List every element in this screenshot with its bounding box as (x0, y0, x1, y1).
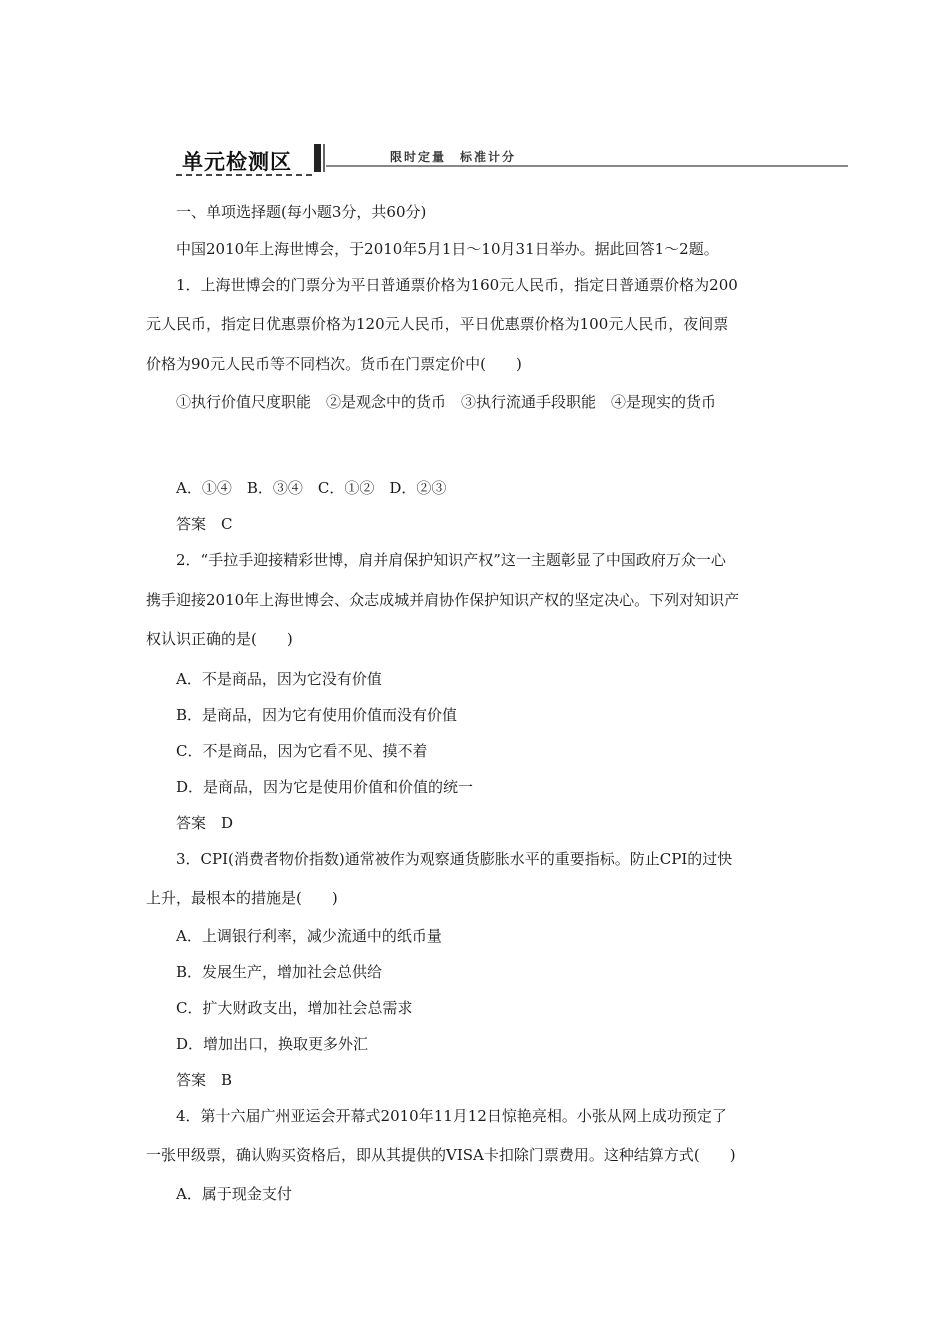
header-subtitle: 限时定量 标准计分 (390, 150, 517, 164)
question-2-option: A．不是商品，因为它没有价值 (176, 670, 382, 688)
section-heading: 一、单项选择题(每小题3分，共60分) (176, 203, 427, 221)
question-2-option: B．是商品，因为它有使用价值而没有价值 (176, 706, 458, 724)
question-3-option: D．增加出口，换取更多外汇 (176, 1035, 369, 1053)
question-3-option: B．发展生产，增加社会总供给 (176, 963, 383, 981)
header-dashed-underline (176, 174, 312, 176)
question-3-answer: 答案 B (176, 1071, 233, 1089)
question-2-option: C．不是商品，因为它看不见、摸不着 (176, 742, 428, 760)
header-divider-bar-thin (323, 144, 325, 172)
question-2-text: 权认识正确的是( ) (146, 630, 293, 648)
question-3-option: A．上调银行利率，减少流通中的纸币量 (176, 927, 442, 945)
question-4-option: A．属于现金支付 (176, 1185, 292, 1203)
question-2-text: 携手迎接2010年上海世博会、众志成城并肩协作保护知识产权的坚定决心。下列对知识产 (146, 591, 740, 609)
question-3-text: 上升，最根本的措施是( ) (146, 889, 338, 907)
unit-test-header (176, 140, 848, 180)
question-1-answer: 答案 C (176, 515, 233, 533)
question-3-text: 3．CPI(消费者物价指数)通常被作为观察通货膨胀水平的重要指标。防止CPI的过快 (176, 850, 733, 868)
header-rule (326, 165, 848, 167)
question-2-text: 2．“手拉手迎接精彩世博，肩并肩保护知识产权”这一主题彰显了中国政府万众一心 (176, 551, 726, 569)
question-2-option: D．是商品，因为它是使用价值和价值的统一 (176, 778, 474, 796)
question-3-option: C．扩大财政支出，增加社会总需求 (176, 999, 413, 1017)
question-intro: 中国2010年上海世博会，于2010年5月1日～10月31日举办。据此回答1～2题。 (176, 240, 719, 258)
question-2-answer: 答案 D (176, 814, 234, 832)
question-1-text: 元人民币，指定日优惠票价格为120元人民币，平日优惠票价格为100元人民币，夜间票 (146, 315, 729, 333)
question-1-text: 1．上海世博会的门票分为平日普通票价格为160元人民币，指定日普通票价格为200 (176, 276, 738, 294)
header-divider-bar (314, 144, 321, 172)
question-1-items: ①执行价值尺度职能 ②是观念中的货币 ③执行流通手段职能 ④是现实的货币 (176, 393, 717, 411)
question-1-options: A．①④ B．③④ C．①② D．②③ (176, 479, 447, 497)
question-4-text: 4．第十六届广州亚运会开幕式2010年11月12日惊艳亮相。小张从网上成功预定了 (176, 1107, 727, 1125)
header-title: 单元检测区 (182, 150, 292, 174)
question-4-text: 一张甲级票，确认购买资格后，即从其提供的VISA卡扣除门票费用。这种结算方式( ) (146, 1146, 736, 1164)
question-1-text: 价格为90元人民币等不同档次。货币在门票定价中( ) (146, 355, 522, 373)
